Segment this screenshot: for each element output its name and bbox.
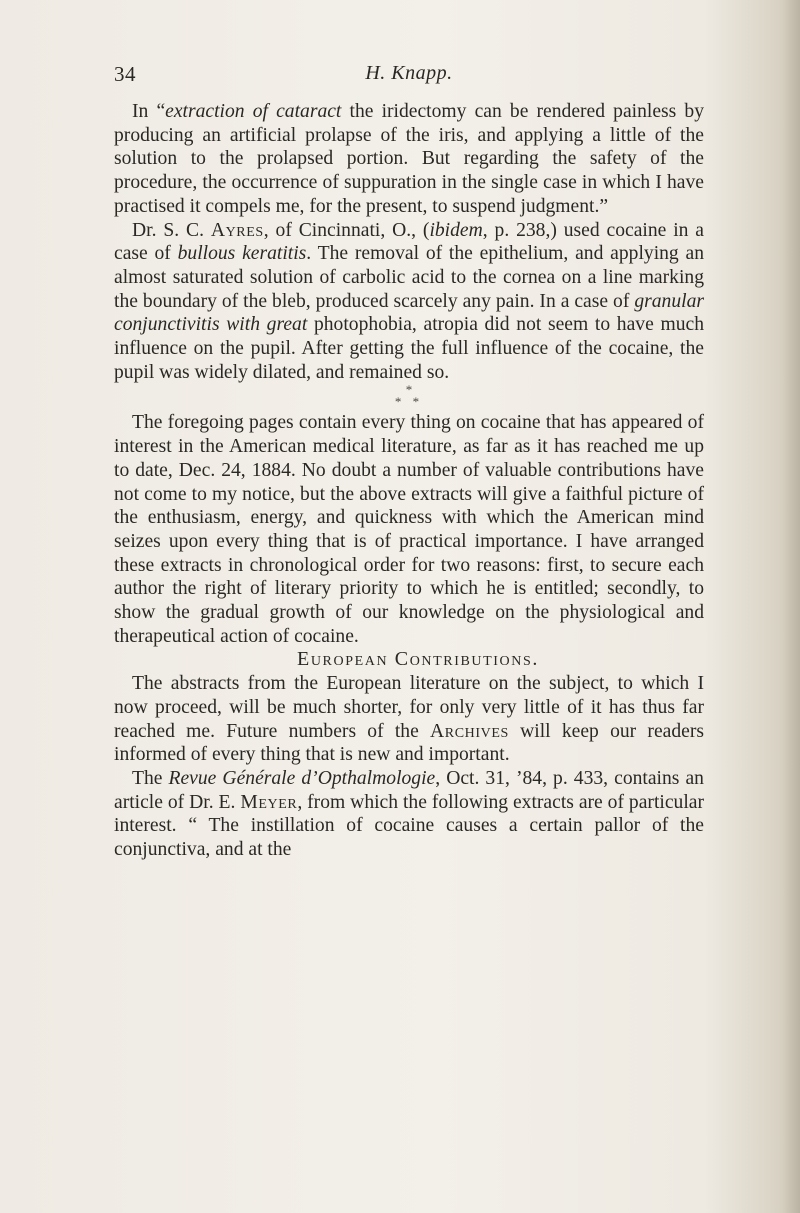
body-text <box>114 100 704 862</box>
text-span: The <box>132 767 169 789</box>
text-span: The abstracts from the European literature on the subject, to which I now proceed, will be much shorter, for only very little of it has thus far reached me. Future numbers of the <box>114 673 704 742</box>
asterism-bottom: * * <box>394 394 424 410</box>
text-span: Dr. S. C. <box>132 219 211 241</box>
paragraph-abstracts <box>114 672 704 767</box>
section-heading: European Contributions. <box>297 648 539 671</box>
author-name: Meyer <box>240 791 298 813</box>
paragraph-cataract <box>114 100 704 219</box>
italic-term: ibidem <box>429 219 483 241</box>
asterism-top: * <box>405 382 413 398</box>
text-span: , p. 238,) used cocaine in a case of <box>114 219 705 265</box>
paragraph-foregoing: The foregoing pages contain every thing on cocaine that has appeared of interest in the American medical literature, as far as it has reached me up to date, Dec. 24, 1884. No doubt a number of valuable contributions have not come to my notice, but the above extracts will give a faithful picture of the enthusiasm, energy, and quickness with which the American mind seizes upon every thing that is of practical importance. I have arranged these extracts in chronological order for two reasons: first, to secure each author the right of literary priority to which he is entitled; secondly, to show the gradual growth of our knowledge on the physiological and therapeutical action of cocaine. <box>114 412 704 647</box>
italic-term: granular conjunctivitis with great <box>114 290 704 336</box>
italic-term: bullous keratitis <box>177 243 307 265</box>
italic-term: extraction of cataract <box>165 101 342 122</box>
text-span: , Oct. 31, ’84, p. 433, contains an article of Dr. E. <box>114 767 704 813</box>
paragraph-ayres <box>114 219 704 385</box>
text-span: , of Cincinnati, O., ( <box>263 219 430 241</box>
page-number: 34 <box>114 62 136 86</box>
text-span: will keep our readers informed of every thing that is new and important. <box>114 720 704 766</box>
text-span: the iridectomy can be rendered painless by producing an artificial prolapse of the iris, and applying a little of the solution to the prolapsed portion. But regarding the safety of the procedure, the occurrence of suppuration in the single case in which I have practised it compels me, for the present, to suspend judgment.” <box>114 101 705 217</box>
text-span: photophobia, atropia did not seem to have much influence on the pupil. After getting the full influence of the cocaine, the pupil was widely dilated, and remained so. <box>114 314 704 383</box>
page-edge-shadow <box>782 0 800 1213</box>
italic-journal: Revue Générale d’Opthalmologie <box>168 767 436 789</box>
paragraph-revue <box>114 767 704 862</box>
running-title: H. Knapp. <box>365 62 453 84</box>
journal-name: Archives <box>430 720 509 742</box>
section-separator <box>114 384 704 408</box>
text-span: In “ <box>132 101 166 122</box>
text-span: , from which the following extracts are of particular interest. “ The instillation of cocaine causes a certain pallor of the conjunctiva, and at the <box>114 791 704 861</box>
author-name: Ayres <box>210 219 264 241</box>
text-span: . The removal of the epithelium, and applying an almost saturated solution of carbolic acid to the cornea on a line marking the boundary of the bleb, produced scarcely any pain. In a case of <box>114 243 704 312</box>
running-head <box>114 62 704 90</box>
